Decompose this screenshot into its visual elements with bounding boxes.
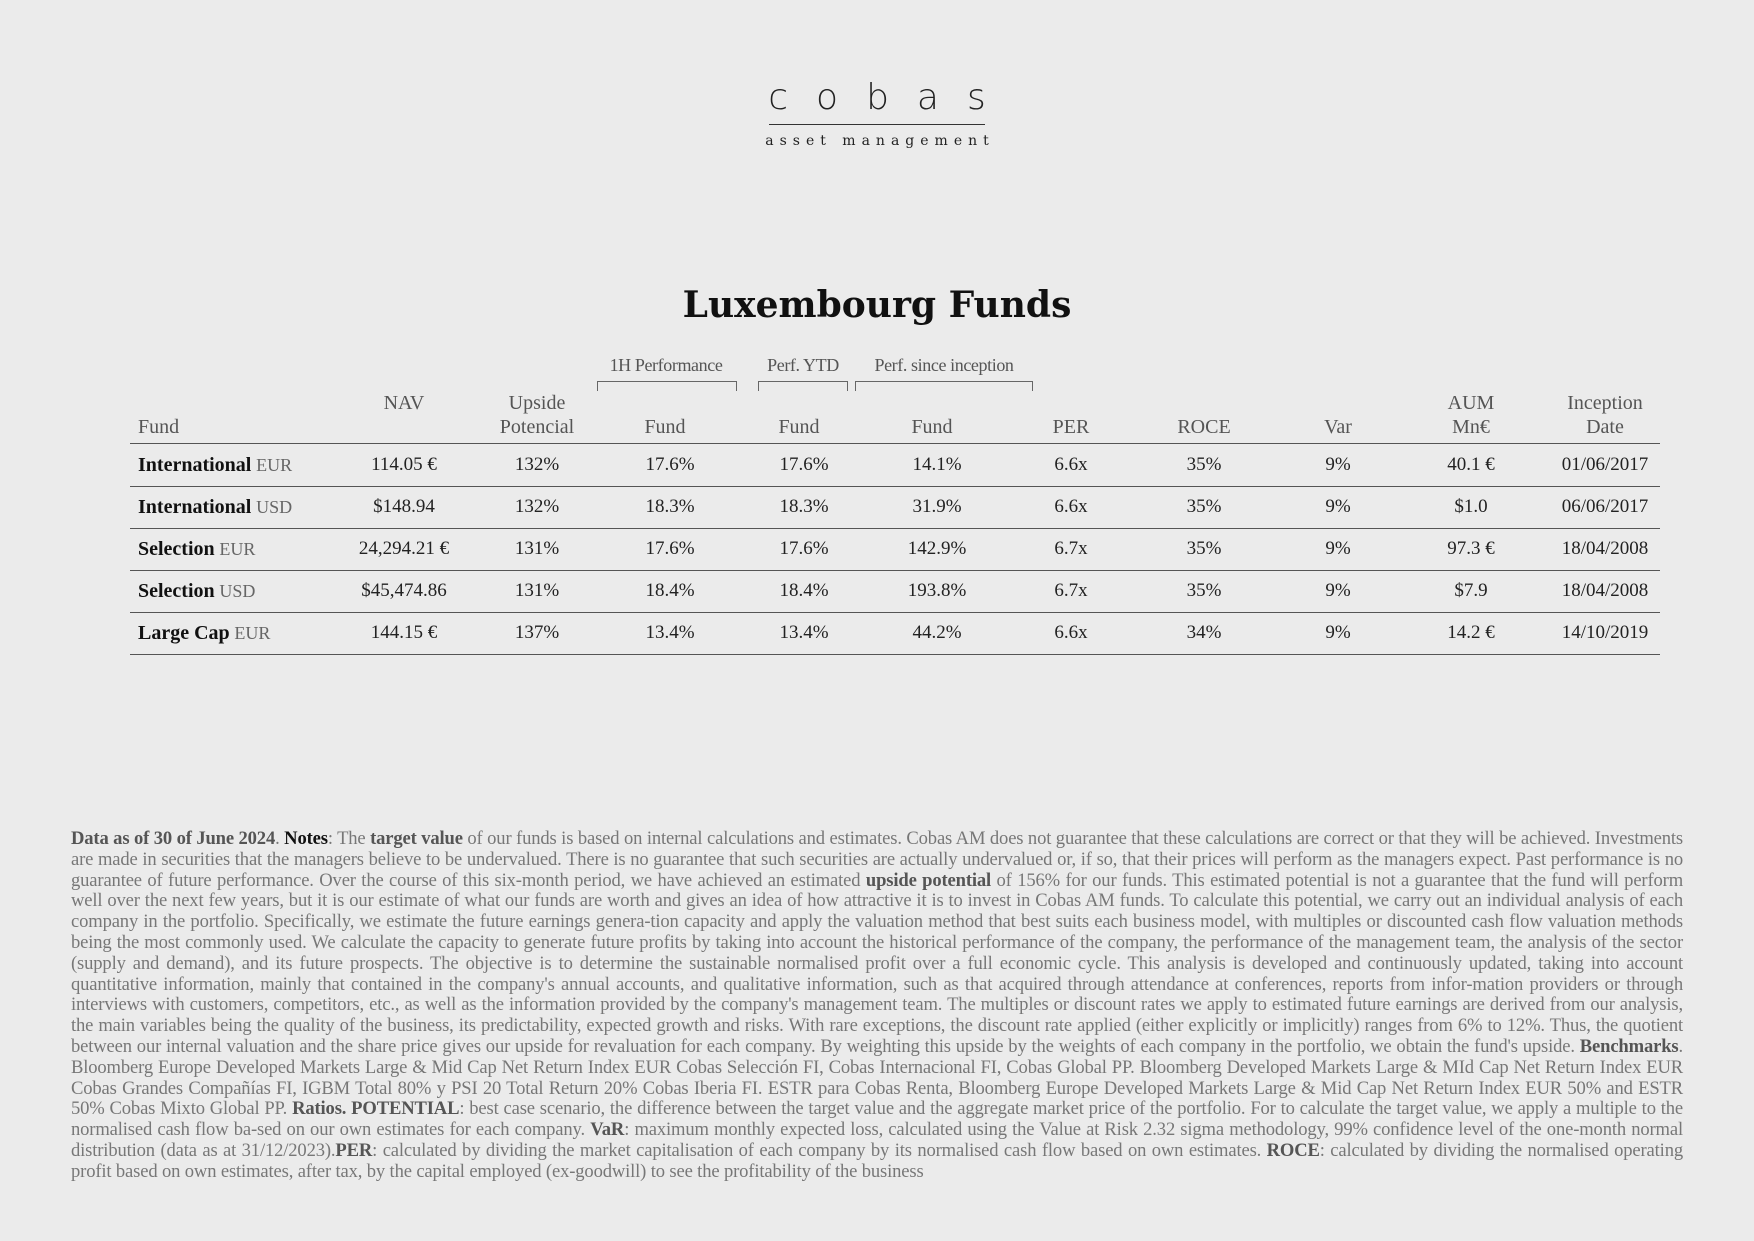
page-title: Luxembourg Funds <box>682 284 1072 326</box>
inception-date-cell: 01/06/2017 <box>1561 454 1649 475</box>
column-header-inception-fund: Fund <box>911 416 953 438</box>
nav-cell: 24,294.21 € <box>358 538 450 559</box>
inception-date-cell: 14/10/2019 <box>1561 622 1649 643</box>
per-cell: 6.6x <box>1054 454 1088 475</box>
fund-currency: USD <box>219 581 256 601</box>
fund-cell <box>138 486 292 528</box>
table-row <box>130 612 1660 655</box>
roce-cell: 35% <box>1186 538 1222 559</box>
h1-cell: 18.4% <box>645 580 695 601</box>
notes-target-value: target value <box>370 828 463 849</box>
nav-cell: 144.15 € <box>370 622 438 643</box>
table-row <box>130 528 1660 571</box>
fund-name: International <box>138 454 252 476</box>
h1-cell: 13.4% <box>645 622 695 643</box>
fund-name: International <box>138 496 252 518</box>
inception-date-cell: 06/06/2017 <box>1561 496 1649 517</box>
roce-cell: 35% <box>1186 496 1222 517</box>
inception-perf-cell: 31.9% <box>912 496 962 517</box>
ytd-cell: 18.4% <box>779 580 829 601</box>
table-row <box>130 444 1660 487</box>
column-header-aum-line2: Mn€ <box>1452 416 1490 438</box>
upside-cell: 137% <box>514 622 560 643</box>
notes-text-5: : best case scenario, the difference between the target value and the aggregate market price of the portfolio. For to calculate the target value, we apply a multiple to the normalised cash flow ba-sed on our own estimates for each company. <box>71 1098 1683 1141</box>
fund-name: Selection <box>138 538 215 560</box>
nav-cell: $45,474.86 <box>361 580 447 601</box>
upside-cell: 131% <box>514 580 560 601</box>
group-bracket-1h <box>597 381 737 391</box>
ytd-cell: 13.4% <box>779 622 829 643</box>
logo-divider <box>769 124 985 125</box>
upside-cell: 132% <box>514 496 560 517</box>
notes-var: VaR <box>590 1119 625 1141</box>
ytd-cell: 17.6% <box>779 454 829 475</box>
fund-cell <box>138 612 270 654</box>
roce-cell: 35% <box>1186 454 1222 475</box>
inception-perf-cell: 44.2% <box>912 622 962 643</box>
table-row <box>130 570 1660 613</box>
group-bracket-ytd <box>758 381 848 391</box>
notes-upside-potential: upside potential <box>865 869 992 891</box>
notes-label: Notes <box>284 828 328 849</box>
var-cell: 9% <box>1325 538 1351 559</box>
logo-wordmark: cobas <box>768 77 1014 118</box>
column-header-ytd-fund: Fund <box>778 416 820 438</box>
notes-text-4: . Bloomberg Europe Developed Markets Large & Mid Cap Net Return Index EUR Cobas Selección FI, Cobas Internacional FI, Cobas Global PP. Bloomberg Developed Markets Large & MId Cap Net Return Index EUR Cobas Grandes Compañías FI, IGBM Total 80% y PSI 20 Total Return 20% Cobas Iberia FI. ESTR para Cobas Renta, Bloomberg Europe Developed Markets Large & Mid Cap Net Return Index EUR 50% and ESTR 50% Cobas Mixto Global PP. <box>71 1035 1683 1120</box>
roce-cell: 34% <box>1186 622 1222 643</box>
company-logo <box>0 78 1754 149</box>
h1-cell: 17.6% <box>645 454 695 475</box>
upside-cell: 132% <box>514 454 560 475</box>
inception-date-cell: 18/04/2008 <box>1561 538 1649 559</box>
fund-cell <box>138 444 292 486</box>
group-header-perf-ytd: Perf. YTD <box>767 355 839 375</box>
column-header-nav: NAV <box>383 392 425 414</box>
logo-tagline: asset management <box>765 133 995 149</box>
aum-cell: 97.3 € <box>1447 538 1495 559</box>
group-header-perf-inception: Perf. since inception <box>874 355 1014 375</box>
fund-currency: EUR <box>219 539 256 559</box>
disclaimer-notes: Data as of 30 of June 2024. Notes: The target value of our funds is based on internal calculations and estimates. Cobas AM does not guarantee that these calculations are correct or that they will be achieved. Investments are made in securities that the managers believe to be undervalued. There is no guarantee that such securities are actually undervalued or, if so, that their prices will perform as the managers expect. Past performance is no guarantee of future performance. Over the course of this six-month period, we have achieved an estimated upside potential of 156% for our funds. This estimated potential is not a guarantee that the fund will perform well over the next few years, but it is our estimate of what our funds are worth and gives an idea of how attractive it is to invest in Cobas AM funds. To calculate this potential, we carry out an individual analysis of each company in the portfolio. Specifically, we estimate the future earnings genera-tion capacity and apply the valuation method that best suits each business model, with multiples or discounted cash flow valuation methods being the most commonly used. We calculate the capacity to generate future profits by taking into account the historical performance of the company, the performance of the management team, the analysis of the sector (supply and demand), and its future prospects. The objective is to determine the sustainable normalised profit over a full economic cycle. This analysis is developed and continuously updated, taking into account quantitative information, mainly that contained in the company's annual accounts, and qualitative information, such as that acquired through attendance at conferences, reports from infor-mation providers or through interviews with customers, competitors, etc., as well as the information provided by the company's management team. The multiples or discount rates we apply to estimated future earnings are derived from our analysis, the main variables being the quality of the business, its predictability, expected growth and risks. With rare exceptions, the discount rate applied (either explicitly or implicitly) ranges from 6% to 12%. Thus, the quotient between our internal valuation and the share price gives our upside for revaluation for each company. By weighting this upside by the weights of each company in the portfolio, we obtain the fund's upside. Benchmarks. Bloomberg Europe Developed Markets Large & Mid Cap Net Return Index EUR Cobas Selección FI, Cobas Internacional FI, Cobas Global PP. Bloomberg Developed Markets Large & MId Cap Net Return Index EUR Cobas Grandes Compañías FI, IGBM Total 80% y PSI 20 Total Return 20% Cobas Iberia FI. ESTR para Cobas Renta, Bloomberg Europe Developed Markets Large & Mid Cap Net Return Index EUR 50% and ESTR 50% Cobas Mixto Global PP. Ratios. POTENTIAL: best case scenario, the difference between the target value and the aggregate market price of the portfolio. For to calculate the target value, we apply a multiple to the normalised cash flow ba-sed on our own estimates for each company. VaR: maximum monthly expected loss, calculated using the Value at Risk 2.32 sigma methodology, 99% confidence level of the one-month normal distribution (data as at 31/12/2023).PER: calculated by dividing the market capitalisation of each company by its normalised cash flow based on own estimates. ROCE: calculated by dividing the normalised operating profit based on own estimates, after tax, by the capital employed (ex-goodwill) to see the profitability of the business <box>71 828 1684 1182</box>
group-header-1h-performance: 1H Performance <box>609 355 723 375</box>
column-header-aum <box>1421 391 1521 439</box>
notes-date: Data as of 30 of June 2024 <box>71 828 276 849</box>
var-cell: 9% <box>1325 580 1351 601</box>
column-header-upside <box>477 391 597 439</box>
column-header-var: Var <box>1324 416 1352 438</box>
upside-cell: 131% <box>514 538 560 559</box>
fund-name: Selection <box>138 580 215 602</box>
per-cell: 6.7x <box>1054 538 1088 559</box>
fund-cell <box>138 528 255 570</box>
per-cell: 6.6x <box>1054 496 1088 517</box>
aum-cell: $1.0 <box>1454 496 1488 517</box>
fund-name: Large Cap <box>138 622 230 644</box>
per-cell: 6.6x <box>1054 622 1088 643</box>
fund-currency: EUR <box>256 455 293 475</box>
inception-perf-cell: 14.1% <box>912 454 962 475</box>
notes-text-8: : calculated by dividing the normalised operating profit based on own estimates, after tax, by the capital employed (ex-goodwill) to see the profitability of the business <box>71 1139 1683 1182</box>
column-header-per: PER <box>1052 416 1090 438</box>
fund-currency: EUR <box>234 623 271 643</box>
aum-cell: 40.1 € <box>1447 454 1495 475</box>
h1-cell: 17.6% <box>645 538 695 559</box>
var-cell: 9% <box>1325 496 1351 517</box>
notes-text-7: : calculated by dividing the market capitalisation of each company by its normalised cash flow based on own estimates. <box>372 1139 1267 1161</box>
roce-cell: 35% <box>1186 580 1222 601</box>
column-header-date-line1: Inception <box>1567 392 1643 414</box>
notes-text-1: : The <box>327 828 371 849</box>
per-cell: 6.7x <box>1054 580 1088 601</box>
table-row <box>130 486 1660 529</box>
column-header-upside-line1: Upside <box>508 392 566 414</box>
column-header-aum-line1: AUM <box>1447 392 1495 414</box>
fund-currency: USD <box>256 497 293 517</box>
column-header-1h-fund: Fund <box>644 416 686 438</box>
notes-text-2: of our funds is based on internal calculations and estimates. Cobas AM does not guarantee that these calculations are correct or that they will be achieved. Investments are made in securities that the managers believe to be undervalued. There is no guarantee that such securities are actually undervalued or, if so, that their prices will perform as the managers expect. Past performance is no guarantee of future performance. Over the course of this six-month period, we have achieved an estimated <box>71 828 1684 891</box>
notes-text-3: of 156% for our funds. This estimated potential is not a guarantee that the fund will perform well over the next few years, but it is our estimate of what our funds are worth and gives an idea of how attractive it is to invest in Cobas AM funds. To calculate this potential, we carry out an individual analysis of each company in the portfolio. Specifically, we estimate the future earnings genera-tion capacity and apply the valuation method that best suits each business model, with multiples or discounted cash flow valuation methods being the most commonly used. We calculate the capacity to generate future profits by taking into account the historical performance of the company, the performance of the management team, the analysis of the sector (supply and demand), and its future prospects. The objective is to determine the sustainable normalised profit over a full economic cycle. This analysis is developed and continuously updated, taking into account quantitative information, mainly that contained in the company's annual accounts, and qualitative information, such as that acquired through attendance at conferences, reports from infor-mation providers or through interviews with customers, competitors, etc., as well as the information provided by the company's management team. The multiples or discount rates we apply to estimated future earnings are derived from our analysis, the main variables being the quality of the business, its predictability, expected growth and risks. With rare exceptions, the discount rate applied (either explicitly or implicitly) ranges from 6% to 12%. Thus, the quotient between our internal valuation and the share price gives our upside for revaluation for each company. By weighting this upside by the weights of each company in the portfolio, we obtain the fund's upside. <box>71 869 1684 1057</box>
inception-perf-cell: 193.8% <box>907 580 967 601</box>
var-cell: 9% <box>1325 454 1351 475</box>
var-cell: 9% <box>1325 622 1351 643</box>
inception-perf-cell: 142.9% <box>907 538 967 559</box>
notes-per: PER <box>335 1139 373 1161</box>
ytd-cell: 17.6% <box>779 538 829 559</box>
notes-benchmarks: Benchmarks <box>1579 1035 1679 1057</box>
column-header-fund: Fund <box>138 416 180 438</box>
nav-cell: $148.94 <box>373 496 435 517</box>
inception-date-cell: 18/04/2008 <box>1561 580 1649 601</box>
notes-ratios: Ratios. POTENTIAL <box>292 1098 460 1120</box>
group-bracket-inception <box>855 381 1033 391</box>
aum-cell: $7.9 <box>1454 580 1488 601</box>
notes-text-6: : maximum monthly expected loss, calculated using the Value at Risk 2.32 sigma methodology, 99% confidence level of the one-month normal distribution (data as at 31/12/2023). <box>71 1119 1683 1161</box>
column-header-date-line2: Date <box>1586 416 1624 438</box>
column-header-inception-date <box>1545 391 1665 439</box>
ytd-cell: 18.3% <box>779 496 829 517</box>
aum-cell: 14.2 € <box>1447 622 1495 643</box>
fund-cell <box>138 570 255 612</box>
notes-roce: ROCE <box>1266 1139 1320 1161</box>
nav-cell: 114.05 € <box>371 454 437 475</box>
h1-cell: 18.3% <box>645 496 695 517</box>
column-header-roce: ROCE <box>1177 416 1231 438</box>
column-header-upside-line2: Potencial <box>499 416 575 438</box>
